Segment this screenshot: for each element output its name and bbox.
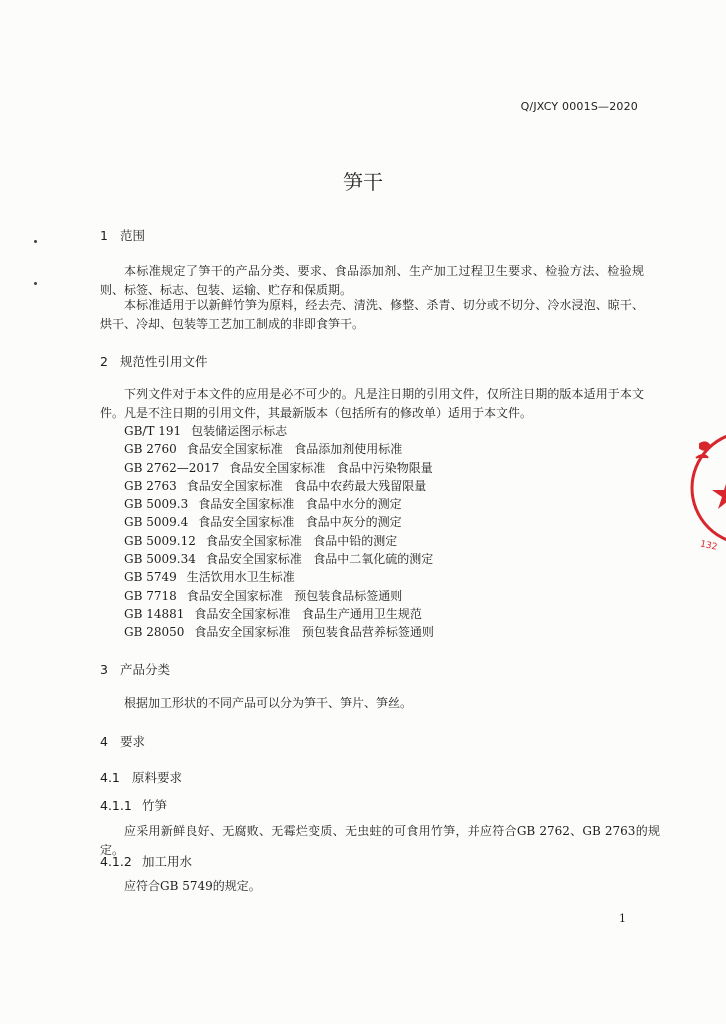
seal-stamp-icon [688, 408, 726, 558]
reference-item [124, 459, 434, 477]
section-heading-classification [100, 660, 170, 678]
section-heading-scope [100, 226, 145, 244]
section-number: 3 [100, 662, 108, 677]
refs-intro-paragraph: 下列文件对于本文件的应用是必不可少的。凡是注日期的引用文件，仅所注日期的版本适用于本文件。凡是不注日期的引用文件，其最新版本（包括所有的修改单）适用于本文件。 [100, 387, 644, 420]
page-number: 1 [619, 912, 626, 925]
scope-paragraph-1: 本标准规定了笋干的产品分类、要求、食品添加剂、生产加工过程卫生要求、检验方法、检验规则、标签、标志、包装、运输、贮存和保质期。 [100, 264, 644, 297]
ref-code: GB 5009.12 [124, 533, 196, 548]
ref-code: GB 5009.34 [124, 552, 196, 567]
ref-code: GB 5749 [124, 570, 177, 585]
ref-name: 食品安全国家标准 预包装食品标签通则 [186, 588, 403, 603]
reference-item [124, 477, 434, 495]
bamboo-paragraph: 应采用新鲜良好、无腐败、无霉烂变质、无虫蛀的可食用竹笋，并应符合GB 2762、GB 2763的规定。 [100, 824, 660, 857]
scope-paragraph-2: 本标准适用于以新鲜竹笋为原料，经去壳、清洗、修整、杀青、切分或不切分、冷水浸泡、晾干、烘干、冷却、包装等工艺加工制成的非即食笋干。 [100, 298, 644, 331]
ref-name: 食品安全国家标准 食品中铅的测定 [205, 533, 398, 548]
section-heading-requirements [100, 732, 145, 750]
ref-code: GB 14881 [124, 606, 185, 621]
water-paragraph: 应符合GB 5749的规定。 [124, 879, 261, 893]
subsection-title: 加工用水 [142, 854, 193, 869]
reference-item [124, 605, 434, 623]
reference-item [124, 495, 434, 513]
svg-text:132: 132 [699, 539, 719, 553]
ref-name: 食品安全国家标准 食品生产通用卫生规范 [194, 606, 422, 621]
doc-code: Q/JXCY 0001S—2020 [520, 100, 638, 113]
ref-code: GB 5009.4 [124, 515, 189, 530]
ref-code: GB 2760 [124, 442, 177, 457]
ref-code: GB 7718 [124, 588, 177, 603]
subsection-number: 4.1.1 [100, 798, 132, 813]
ref-name: 食品安全国家标准 食品添加剂使用标准 [186, 442, 403, 457]
page-title: 笋干 [343, 170, 383, 194]
subsection-heading-raw-materials [100, 768, 182, 786]
classification-paragraph: 根据加工形状的不同产品可以分为笋干、笋片、笋丝。 [124, 696, 413, 710]
subsection-heading-water [100, 852, 192, 870]
ref-name: 生活饮用水卫生标准 [186, 570, 295, 585]
reference-item [124, 587, 434, 605]
ref-code: GB/T 191 [124, 424, 182, 438]
section-number: 1 [100, 228, 108, 243]
subsection-title: 原料要求 [132, 770, 183, 785]
ref-name: 食品安全国家标准 食品中灰分的测定 [198, 515, 402, 530]
section-title: 范围 [120, 228, 146, 243]
reference-item [124, 550, 434, 568]
reference-item [124, 532, 434, 550]
ref-name: 食品安全国家标准 预包装食品营养标签通则 [194, 625, 434, 640]
ref-name: 食品安全国家标准 食品中农药最大残留限量 [186, 478, 427, 493]
reference-item [124, 513, 434, 531]
section-number: 4 [100, 734, 108, 749]
ref-name: 食品安全国家标准 食品中污染物限量 [229, 460, 433, 475]
section-heading-refs [100, 352, 208, 370]
reference-item [124, 422, 434, 440]
section-title: 规范性引用文件 [120, 354, 208, 369]
reference-item [124, 568, 434, 586]
section-title: 产品分类 [120, 662, 171, 677]
subsection-heading-bamboo [100, 796, 167, 814]
reference-list [124, 422, 434, 642]
scan-mark [34, 240, 37, 243]
reference-item [124, 623, 434, 641]
ref-name: 食品安全国家标准 食品中二氧化硫的测定 [205, 552, 434, 567]
section-number: 2 [100, 354, 108, 369]
ref-code: GB 2762—2017 [124, 460, 220, 475]
reference-item [124, 440, 434, 458]
subsection-title: 竹笋 [142, 798, 168, 813]
scan-mark [34, 282, 37, 285]
subsection-number: 4.1.2 [100, 854, 132, 869]
ref-name: 包装储运图示标志 [191, 424, 288, 438]
section-title: 要求 [120, 734, 146, 749]
ref-code: GB 5009.3 [124, 497, 189, 512]
ref-code: GB 28050 [124, 625, 185, 640]
subsection-number: 4.1 [100, 770, 120, 785]
ref-name: 食品安全国家标准 食品中水分的测定 [198, 497, 402, 512]
ref-code: GB 2763 [124, 478, 177, 493]
